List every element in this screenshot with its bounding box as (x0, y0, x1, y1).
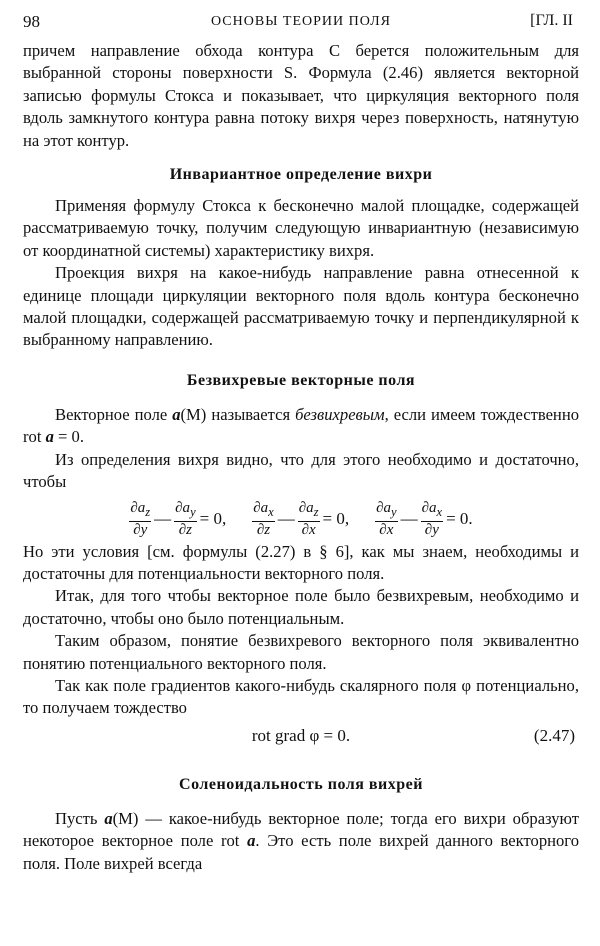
equation-term-1: $\partial a_z$ ∂y — $\frac{\partial a_y}{\partial z}$ = 0, (130, 499, 227, 538)
term-irrotational: безвихревым (295, 404, 385, 424)
page-number: 98 (23, 12, 40, 31)
paragraph-irrotational-definition: Векторное поле a(M) называется безвихревым, если имеем тождественно rot a = 0. (23, 404, 579, 447)
paragraph-stokes-direction: причем направление обхода контура C берется положительным для выбранной стороны поверхности S. Формула (2.46) является векторной записью формулы Стокса и показывает, что циркуляция векторного поля вдоль замкнутого контура равна потоку вихря через поверхность, натянутую на этот контур. (23, 41, 579, 150)
paragraph-iff-potential: Итак, для того чтобы векторное поле было безвихревым, необходимо и достаточно, чтобы оно было потенциальным. (23, 586, 579, 628)
paragraph-condition-intro: Из определения вихря видно, что для этого необходимо и достаточно, чтобы (23, 449, 579, 492)
paragraph-gradient-field: Так как поле градиентов какого-нибудь скалярного поля φ потенциально, то получаем тождество (23, 675, 579, 718)
paragraph-curl-projection: Проекция вихря на какое-нибудь направление равна отнесенной к единице площади циркуляции векторного поля вдоль контура бесконечно малой площадки, содержащей рассматриваемую точку и перпендикулярной к выбранному направлению. (23, 263, 579, 350)
paragraph-curl-field: Пусть a(M) — какое-нибудь векторное поле; тогда его вихри образуют некоторое векторное поле rot a. Это есть поле вихрей данного векторного поля. Поле вихрей всегда (23, 808, 579, 873)
equation-2-47 (23, 720, 579, 754)
equation-rot-grad: rot grad φ = 0. (251, 725, 351, 745)
chapter-marker: [ГЛ. II (530, 12, 573, 29)
paragraph-stokes-infinitesimal: Применяя формулу Стокса к бесконечно малой площадке, содержащей рассматриваемую точку, получим следующую инвариантную (независимую от координатной системы) характеристику вихря. (23, 196, 579, 260)
section-title-irrotational-fields: Безвихревые векторные поля (186, 371, 416, 389)
page-header (23, 12, 579, 40)
curl-zero-equations (23, 500, 579, 539)
equation-number: (2.47) (533, 725, 575, 745)
book-page (23, 12, 579, 875)
paragraph-potential-conditions: Но эти условия [см. формулы (2.27) в § 6], как мы знаем, необходимы и достаточны для потенциальности векторного поля. (23, 541, 579, 583)
running-title: ОСНОВЫ ТЕОРИИ ПОЛЯ (211, 14, 391, 29)
paragraph-equivalence: Таким образом, понятие безвихревого векторного поля эквивалентно понятию потенциального векторного поля. (23, 631, 579, 673)
section-title-invariant-curl: Инвариантное определение вихри (169, 166, 433, 184)
equation-term-3: $\partial a_y$ ∂x — $\frac{\partial a_x}{\partial y}$ = 0. (376, 499, 473, 538)
equation-term-2: $\partial a_x$ ∂z — $\frac{\partial a_z}{\partial x}$ = 0, (253, 499, 350, 538)
section-title-solenoidal: Соленоидальность поля вихрей (179, 775, 423, 793)
